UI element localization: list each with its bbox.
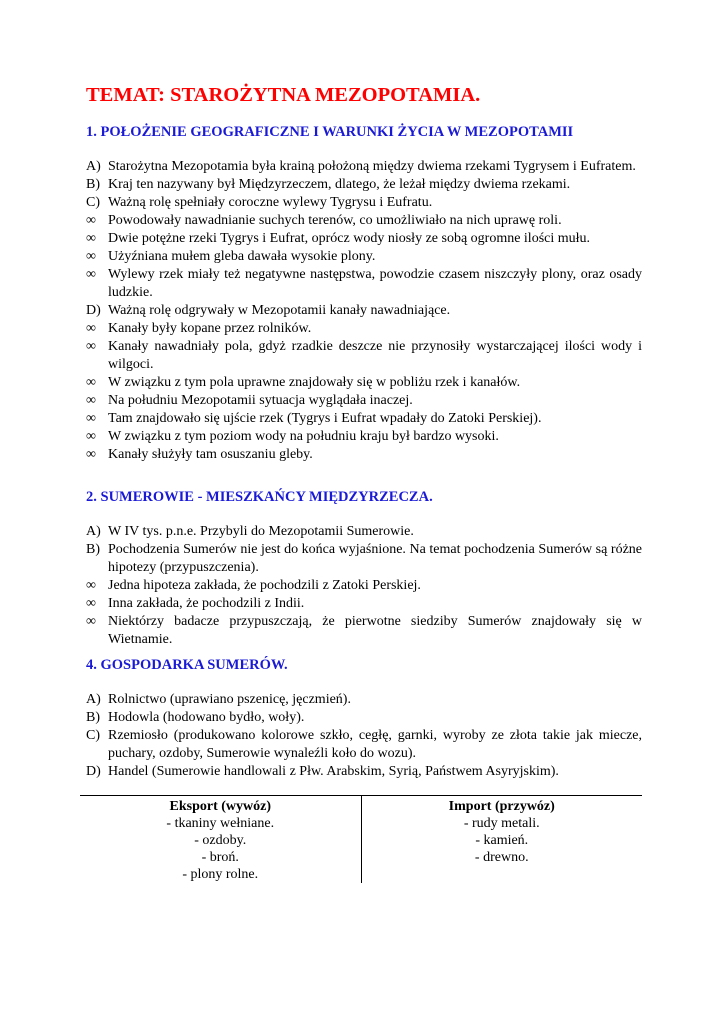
import-cell xyxy=(361,815,642,883)
list-item: A) Rolnictwo (uprawiano pszenicę, jęczmień). xyxy=(86,692,351,707)
list-item: D) Ważną rolę odgrywały w Mezopotamii kanały nawadniające. xyxy=(86,303,451,318)
list-item: ∞ Jedna hipoteza zakłada, że pochodzili z Zatoki Perskiej. xyxy=(86,578,421,593)
list-item: ∞ Użyźniana mułem gleba dawała wysokie plony. xyxy=(86,249,376,264)
list-item: D) Handel (Sumerowie handlowali z Płw. Arabskim, Syrią, Państwem Asyryjskim). xyxy=(86,764,559,779)
list-item: C) Ważną rolę spełniały coroczne wylewy Tygrysu i Eufratu. xyxy=(86,195,433,210)
list-item: ∞ Kanały były kopane przez rolników. xyxy=(86,321,312,336)
list-item: ∞ Kanały służyły tam osuszaniu gleby. xyxy=(86,447,313,462)
list-item: B) Hodowla (hodowano bydło, woły). xyxy=(86,710,305,725)
import-item: - kamień. xyxy=(475,833,529,848)
page-title: TEMAT: STAROŻYTNA MEZOPOTAMIA. xyxy=(86,84,481,106)
list-item: ∞ Inna zakłada, że pochodzili z Indii. xyxy=(86,596,305,611)
section-list xyxy=(86,523,642,649)
section-economy xyxy=(86,656,642,781)
list-item: ∞ Dwie potężne rzeki Tygrys i Eufrat, oprócz wody niosły ze sobą ogromne ilości mułu. xyxy=(86,231,591,246)
section-list xyxy=(86,158,642,464)
list-item: ∞ Kanały nawadniały pola, gdyż rzadkie deszcze nie przynosiły wystarczającej ilości wody i wilgoci. xyxy=(86,339,642,372)
export-item: - plony rolne. xyxy=(182,867,259,882)
import-item: - drewno. xyxy=(474,850,529,865)
list-item: ∞ Wylewy rzek miały też negatywne następstwa, powodzie czasem niszczyły plony, oraz osady ludzkie. xyxy=(86,267,642,300)
export-header: Eksport (wywóz) xyxy=(80,796,361,816)
export-cell xyxy=(80,815,361,883)
list-item: B) Pochodzenia Sumerów nie jest do końca wyjaśnione. Na temat pochodzenia Sumerów są różne hipotezy (przypuszczenia). xyxy=(86,542,642,575)
list-item: A) W IV tys. p.n.e. Przybyli do Mezopotamii Sumerowie. xyxy=(86,524,414,539)
section-list xyxy=(86,691,642,781)
export-item: - tkaniny wełniane. xyxy=(166,816,275,831)
list-item: ∞ W związku z tym poziom wody na południu kraju był bardzo wysoki. xyxy=(86,429,499,444)
trade-table xyxy=(80,795,642,883)
list-item: A) Starożytna Mezopotamia była krainą położoną między dwiema rzekami Tygrysem i Eufratem. xyxy=(86,159,636,174)
list-item: ∞ W związku z tym pola uprawne znajdowały się w pobliżu rzek i kanałów. xyxy=(86,375,521,390)
section-geography xyxy=(86,123,642,464)
section-heading: 4. GOSPODARKA SUMERÓW. xyxy=(86,657,288,673)
list-item: ∞ Powodowały nawadnianie suchych terenów, co umożliwiało na nich uprawę roli. xyxy=(86,213,562,228)
list-item: ∞ Na południu Mezopotamii sytuacja wyglądała inaczej. xyxy=(86,393,413,408)
list-item: C) Rzemiosło (produkowano kolorowe szkło, cegłę, garnki, wyroby ze złota takie jak miecze, puchary, ozdoby, Sumerowie wynaleźli koło do wozu). xyxy=(86,728,642,761)
list-item: ∞ Tam znajdowało się ujście rzek (Tygrys i Eufrat wpadały do Zatoki Perskiej). xyxy=(86,411,542,426)
section-sumerians xyxy=(86,488,642,649)
import-item: - rudy metali. xyxy=(463,816,540,831)
list-item: B) Kraj ten nazywany był Międzyrzeczem, dlatego, że leżał między dwiema rzekami. xyxy=(86,177,571,192)
export-item: - broń. xyxy=(201,850,239,865)
section-heading: 1. POŁOŻENIE GEOGRAFICZNE I WARUNKI ŻYCIA W MEZOPOTAMII xyxy=(86,124,574,140)
import-header: Import (przywóz) xyxy=(361,796,642,816)
list-item: ∞ Niektórzy badacze przypuszczają, że pierwotne siedziby Sumerów znajdowały się w Wietnamie. xyxy=(86,614,642,647)
export-item: - ozdoby. xyxy=(194,833,247,848)
section-heading: 2. SUMEROWIE - MIESZKAŃCY MIĘDZYRZECZA. xyxy=(86,489,433,505)
